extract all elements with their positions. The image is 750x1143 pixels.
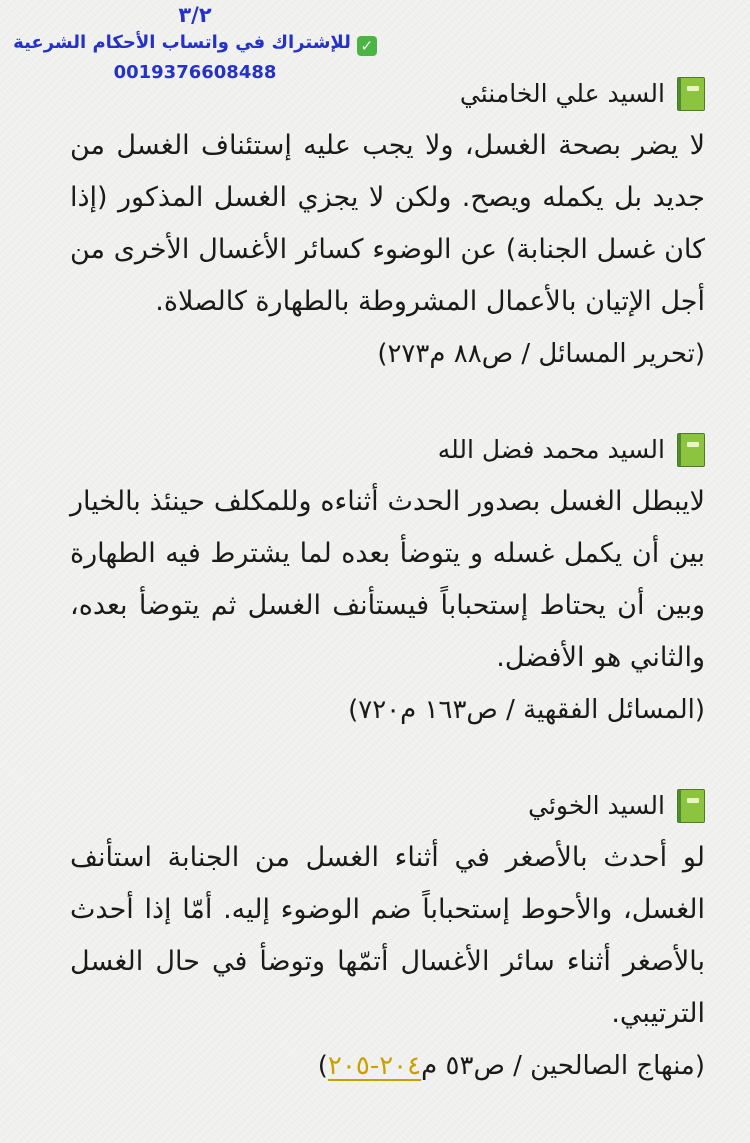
source-citation: (المسائل الفقهية / ص١٦٣ م٧٢٠) — [348, 695, 705, 725]
scholar-heading — [70, 780, 705, 832]
scholar-name: السيد علي الخامنئي — [459, 79, 665, 108]
ruling-section-fadlallah — [70, 424, 705, 736]
green-book-icon — [677, 77, 705, 111]
issue-number-link[interactable]: ٢٠٤-٢٠٥ — [327, 1051, 422, 1081]
source-citation — [70, 1040, 705, 1092]
page-counter: ٣/٢ — [178, 3, 212, 27]
scholar-name: السيد محمد فضل الله — [437, 435, 665, 464]
subscribe-text: للإشتراك في واتساب الأحكام الشرعية — [13, 32, 351, 53]
ruling-text: لو أحدث بالأصغر في أثناء الغسل من الجنابة استأنف الغسل، والأحوط إستحباباً ضم الوضوء إليه. أمّا إذا أحدث بالأصغر أثناء سائر الأغسال أتمّها وتوضأ في حال الغسل الترتيبي. — [70, 842, 705, 1029]
phone-number[interactable]: 0019376608488 — [113, 62, 277, 83]
source-citation: (تحرير المسائل / ص٨٨ م٢٧٣) — [377, 339, 705, 369]
rulings-content — [70, 68, 705, 1136]
check-mark-icon: ✓ — [357, 36, 377, 56]
green-book-icon — [677, 789, 705, 823]
ruling-section-khoei — [70, 780, 705, 1092]
ruling-section-khamenei — [70, 68, 705, 380]
green-book-icon — [677, 433, 705, 467]
scholar-heading — [70, 424, 705, 476]
subscribe-line — [0, 30, 390, 56]
scholar-heading — [70, 68, 705, 120]
citation-suffix: ) — [317, 1051, 328, 1081]
scholar-name: السيد الخوئي — [528, 791, 665, 820]
citation-prefix: (منهاج الصالحين / ص٥٣ م — [421, 1051, 705, 1081]
ruling-text: لا يضر بصحة الغسل، ولا يجب عليه إستئناف الغسل من جديد بل يكمله ويصح. ولكن لا يجزي الغسل المذكور (إذا كان غسل الجنابة) عن الوضوء كسائر الأغسال الأخرى من أجل الإتيان بالأعمال المشروطة بالطهارة كالصلاة. — [70, 130, 705, 317]
ruling-text: لايبطل الغسل بصدور الحدث أثناءه وللمكلف حينئذ بالخيار بين أن يكمل غسله و يتوضأ بعده لما يشترط فيه الطهارة وبين أن يحتاط إستحباباً فيستأنف الغسل ثم يتوضأ بعده، والثاني هو الأفضل. — [70, 486, 705, 673]
